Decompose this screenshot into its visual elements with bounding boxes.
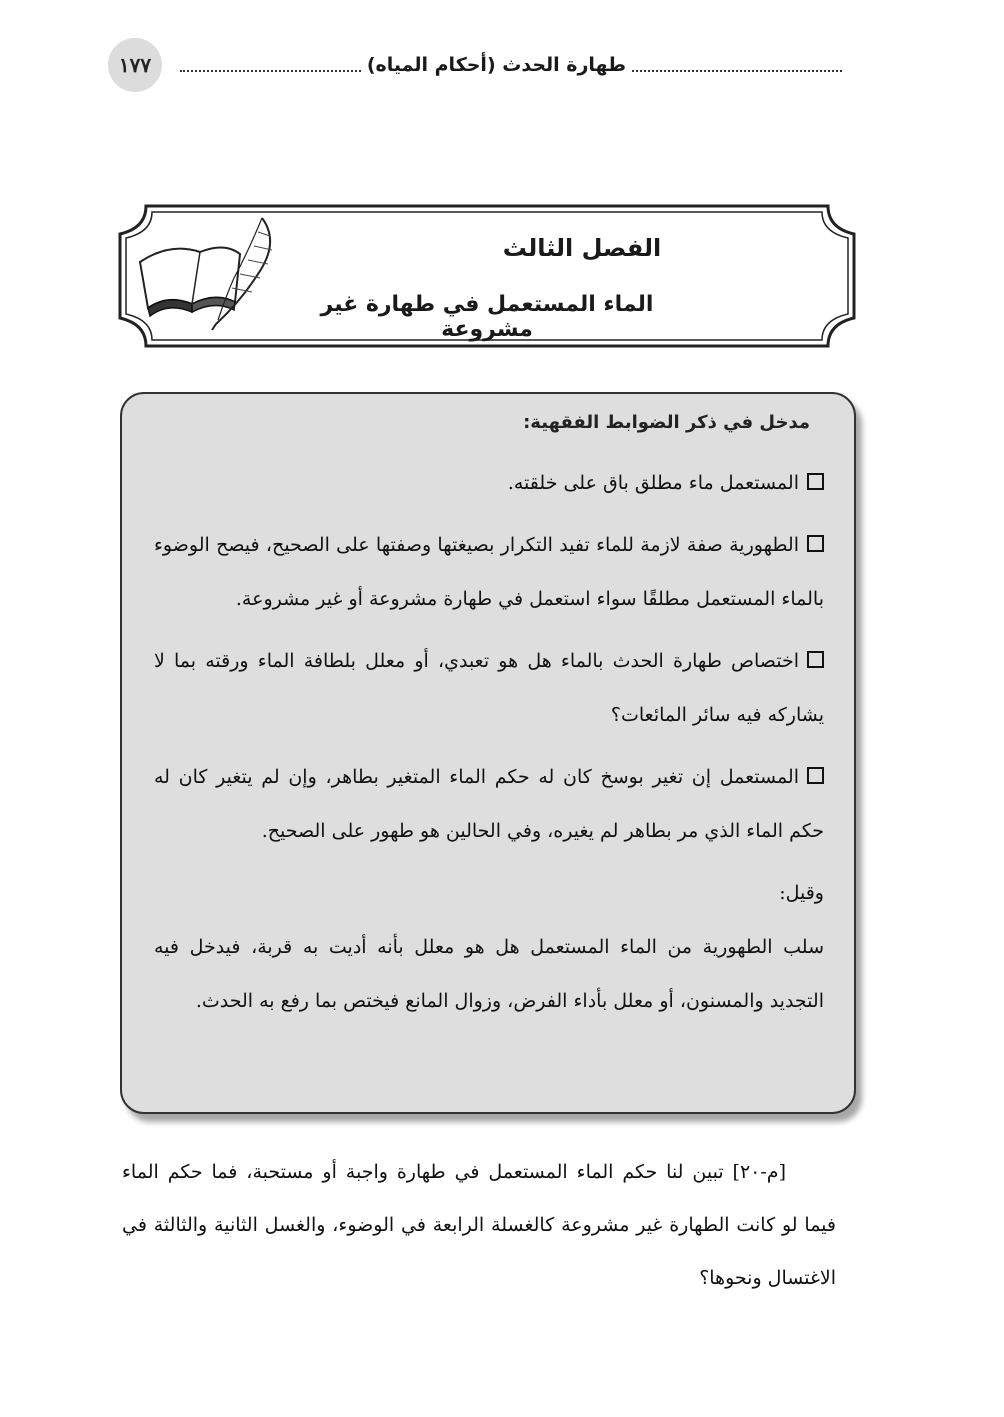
chapter-subtitle: الماء المستعمل في طهارة غير مشروعة — [320, 292, 654, 342]
running-title-row — [174, 50, 848, 80]
rules-box — [120, 392, 856, 1114]
rules-heading: مدخل في ذكر الضوابط الفقهية: — [523, 412, 810, 433]
checkbox-icon — [807, 473, 824, 490]
checkbox-icon — [807, 767, 824, 784]
body-text — [122, 1146, 836, 1305]
chapter-title: الفصل الثالث — [502, 234, 662, 262]
rule-item: الطهورية صفة لازمة للماء تفيد التكرار بصيغتها وصفتها على الصحيح، فيصح الوضوء بالماء المستعمل مطلقًا سواء استعمل في طهارة مشروعة أو غير مشروعة. — [154, 534, 824, 610]
running-title: طهارة الحدث (أحكام المياه) — [366, 54, 626, 76]
rules-list — [154, 456, 824, 1028]
body-paragraph: [م-٢٠] تبين لنا حكم الماء المستعمل في طهارة واجبة أو مستحبة، فما حكم الماء فيما لو كانت الطهارة غير مشروعة كالغسلة الرابعة في الوضوء، والغسل الثانية والثالثة في الاغتسال ونحوها؟ — [122, 1161, 836, 1289]
page-number: ١٧٧ — [108, 38, 162, 92]
note-text: سلب الطهورية من الماء المستعمل هل هو معلل بأنه أديت به قربة، فيدخل فيه التجديد والمسنون، أو معلل بأداء الفرض، وزوال المانع فيختص بما رفع به الحدث. — [154, 936, 824, 1012]
rule-item: المستعمل إن تغير بوسخ كان له حكم الماء المتغير بطاهر، وإن لم يتغير كان له حكم الماء الذي مر بطاهر لم يغيره، وفي الحالين هو طهور على الصحيح. — [154, 766, 824, 842]
note-label: وقيل: — [779, 882, 824, 904]
book-quill-icon — [130, 212, 280, 334]
chapter-title-box — [116, 204, 858, 348]
checkbox-icon — [807, 535, 824, 552]
leader-dots-right — [632, 58, 842, 72]
rule-item: المستعمل ماء مطلق باق على خلقته. — [154, 456, 824, 510]
rule-item: اختصاص طهارة الحدث بالماء هل هو تعبدي، أو معلل بلطافة الماء ورقته بما لا يشاركه فيه سائر المائعات؟ — [154, 650, 824, 726]
page-header — [108, 38, 848, 98]
leader-dots-left — [180, 58, 361, 72]
checkbox-icon — [807, 651, 824, 668]
